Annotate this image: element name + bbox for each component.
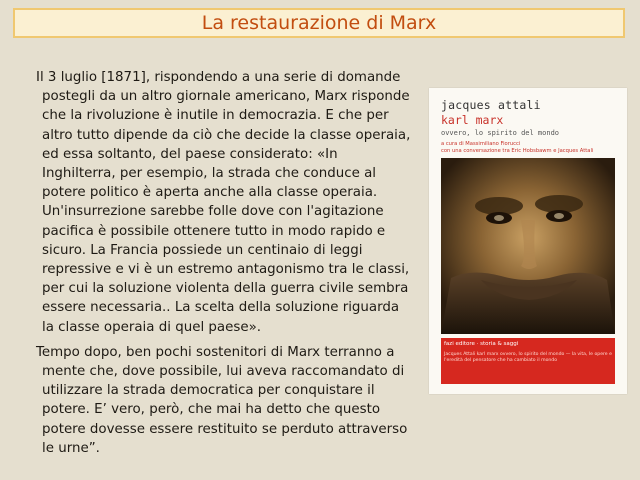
publisher-line: fazi editore · storia & saggi <box>444 341 519 347</box>
book-author: jacques attali <box>441 98 541 112</box>
book-title: karl marx <box>441 113 504 127</box>
band-description: Jacques Attali karl marx ovvero, lo spirito del mondo — la vita, le opere e l'eredità del pensatore che ha cambiato il mondo <box>444 352 612 363</box>
slide-body-text <box>36 68 414 458</box>
marx-portrait-image <box>441 158 615 334</box>
book-cover-image <box>429 88 627 394</box>
book-subtitle: ovvero, lo spirito del mondo <box>441 129 560 137</box>
slide-title-box <box>13 8 625 38</box>
publisher-band <box>441 338 615 384</box>
book-editor-line: a cura di Massimiliano Fiorucci <box>441 141 521 147</box>
paragraph-1: Il 3 luglio [1871], rispondendo a una serie di domande postegli da un altro giornale americano, Marx risponde che la rivoluzione è inutile in democrazia. E che per altro tutto dipende da ciò che decide la classe operaia, ed essa soltanto, del paese considerato: «In Inghilterra, per esempio, la strada che conduce al potere politico è aperta anche alla classe operaia. Un'insurrezione sarebbe folle dove con l'agitazione pacifica è possibile ottenere tutto in modo rapido e sicuro. La Francia possiede un centinaio di leggi repressive e vi è un estremo antagonismo tra le classi, per cui la soluzione violenta della guerra civile sembra essere necessaria.. La scelta della soluzione riguarda la classe operaia di quel paese». <box>36 70 411 335</box>
book-conversation-line: con una conversazione tra Eric Hobsbawm e Jacques Attali <box>441 148 594 154</box>
slide-title: La restaurazione di Marx <box>201 12 437 34</box>
paragraph-2: Tempo dopo, ben pochi sostenitori di Marx terranno a mente che, dove possibile, lui aveva raccomandato di utilizzare la strada democratica per conquistare il potere. E’ vero, però, che mai ha detto che questo potere dovesse essere restituito se perduto attraverso le urne”. <box>36 344 408 456</box>
